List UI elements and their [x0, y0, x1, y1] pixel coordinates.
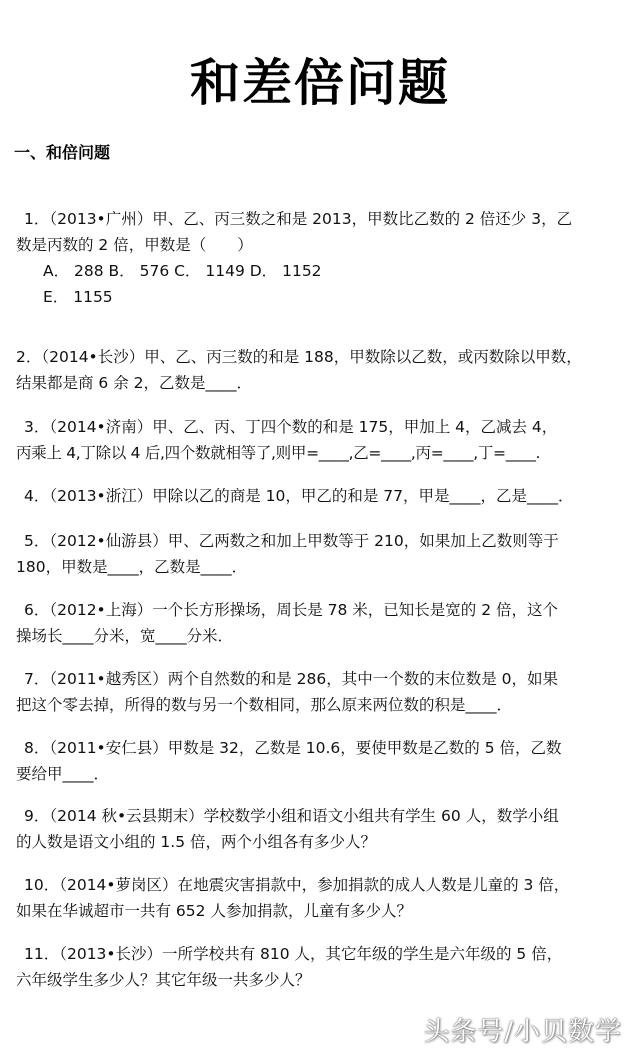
question-options: A． 288 B． 576 C． 1149 D． 1152: [43, 262, 322, 280]
watermark: 头条号/小贝数学: [423, 1017, 622, 1047]
question-line: 1．（2013•广州）甲、乙、丙三数之和是 2013，甲数比乙数的 2 倍还少 3，乙: [24, 210, 573, 228]
question-line: 要给甲____．: [16, 765, 110, 783]
question-line: 6．（2012•上海）一个长方形操场，周长是 78 米，已知长是宽的 2 倍，这个: [24, 601, 558, 619]
section-heading: 一、和倍问题: [14, 143, 111, 162]
question-line: 4．（2013•浙江）甲除以乙的商是 10，甲乙的和是 77，甲是____，乙是____．: [24, 487, 574, 505]
question-line: 10．（2014•萝岗区）在地震灾害捐款中，参加捐款的成人人数是儿童的 3 倍，: [24, 876, 570, 894]
question-line: 2．（2014•长沙）甲、乙、丙三数的和是 188，甲数除以乙数，或丙数除以甲数，: [16, 348, 582, 366]
question-10: [16, 872, 628, 924]
question-line: 7．（2011•越秀区）两个自然数的和是 286，其中一个数的末位数是 0，如果: [24, 670, 559, 688]
question-line: 丙乘上 4,丁除以 4 后,四个数就相等了,则甲=____,乙=____,丙=____,丁=____.: [16, 444, 541, 462]
question-line: 180，甲数是____，乙数是____．: [16, 558, 248, 576]
question-4: [16, 483, 628, 509]
question-7: [16, 666, 628, 718]
question-line: 9．（2014 秋•云县期末）学校数学小组和语文小组共有学生 60 人，数学小组: [24, 807, 559, 825]
question-options: E． 1155: [43, 288, 113, 306]
question-3: [16, 414, 628, 466]
question-6: [16, 597, 628, 649]
question-2: [16, 344, 628, 396]
question-line: 数是丙数的 2 倍，甲数是（ ）: [16, 236, 253, 254]
question-line: 8．（2011•安仁县）甲数是 32，乙数是 10.6，要使甲数是乙数的 5 倍，乙数: [24, 739, 562, 757]
question-line: 如果在华诚超市一共有 652 人参加捐款，儿童有多少人？: [16, 902, 412, 920]
question-line: 操场长____分米，宽____分米．: [16, 627, 234, 645]
question-8: [16, 735, 628, 787]
question-line: 结果都是商 6 余 2，乙数是____．: [16, 374, 253, 392]
question-5: [16, 528, 628, 580]
question-11: [16, 941, 628, 993]
question-line: 六年级学生多少人？其它年级一共多少人？: [16, 971, 311, 989]
page-title: 和差倍问题: [190, 54, 450, 112]
question-line: 5．（2012•仙游县）甲、乙两数之和加上甲数等于 210，如果加上乙数则等于: [24, 532, 559, 550]
question-9: [16, 803, 628, 855]
question-line: 3．（2014•济南）甲、乙、丙、丁四个数的和是 175，甲加上 4，乙减去 4，: [24, 418, 558, 436]
question-line: 的人数是语文小组的 1.5 倍，两个小组各有多少人？: [16, 833, 377, 851]
question-line: 把这个零去掉，所得的数与另一个数相同，那么原来两位数的积是____．: [16, 696, 513, 714]
question-line: 11．（2013•长沙）一所学校共有 810 人，其它年级的学生是六年级的 5 倍，: [24, 945, 563, 963]
question-1: [16, 206, 628, 310]
